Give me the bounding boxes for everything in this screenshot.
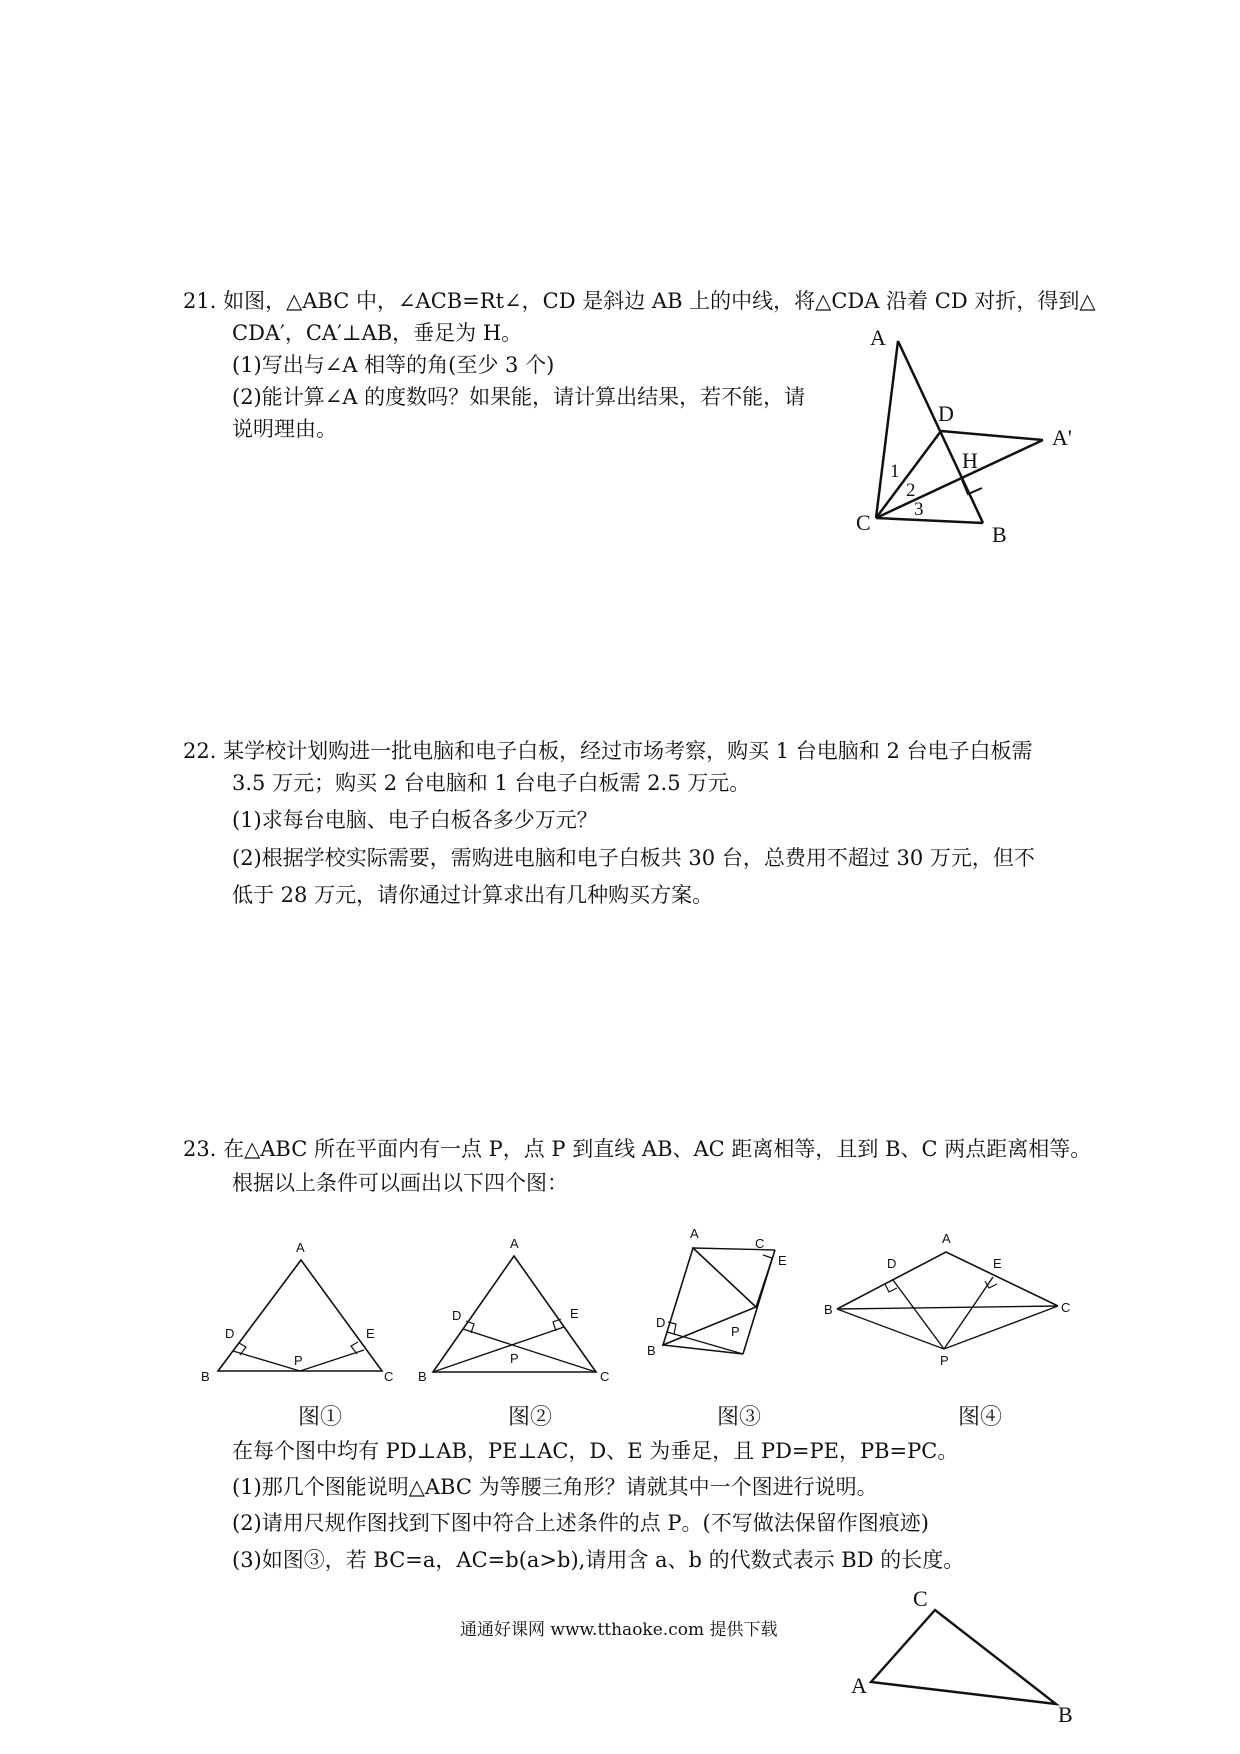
q23-line1: 23. 在△ABC 所在平面内有一点 P，点 P 到直线 AB、AC 距离相等，且到 B、C 两点距离相等。	[183, 1137, 1092, 1161]
fig3-label-p: P	[731, 1324, 740, 1339]
fig4-label-p: P	[940, 1353, 949, 1368]
q21-angle-1: 1	[890, 461, 900, 482]
q22-part1: (1)求每台电脑、电子白板各多少万元？	[232, 808, 598, 832]
fig1-label-p: P	[294, 1353, 303, 1368]
caption-fig1: 图①	[298, 1405, 343, 1430]
q22-line2: 3.5 万元；购买 2 台电脑和 1 台电子白板需 2.5 万元。	[232, 771, 751, 795]
fig1-label-e: E	[366, 1326, 375, 1341]
q23-figure-3	[647, 1226, 787, 1358]
fig3-label-e: E	[778, 1253, 787, 1268]
fig1-label-c: C	[384, 1369, 394, 1384]
caption-fig2: 图②	[508, 1405, 553, 1430]
q21-line2: CDA′，CA′⊥AB，垂足为 H。	[232, 321, 523, 345]
fig3-label-a: A	[690, 1226, 699, 1241]
q21-label-d: D	[938, 401, 954, 426]
fig4-label-d: D	[887, 1256, 897, 1271]
q21-label-a: A	[870, 325, 886, 350]
q21-label-c: C	[856, 510, 871, 535]
q23-figure-4	[824, 1231, 1070, 1368]
tri-label-a: A	[851, 1673, 867, 1698]
q23-figure-2	[418, 1236, 609, 1384]
footer-source: 通通好课网 www.tthaoke.com 提供下载	[460, 1620, 778, 1640]
fig3-label-b: B	[647, 1343, 656, 1358]
q22-part2b: 低于 28 万元，请你通过计算求出有几种购买方案。	[232, 883, 714, 907]
fig2-label-d: D	[452, 1308, 462, 1323]
fig1-label-d: D	[225, 1326, 235, 1341]
tri-label-c: C	[913, 1586, 928, 1611]
q23-figure-1	[201, 1240, 393, 1384]
q21-line1: 21. 如图，△ABC 中，∠ACB=Rt∠，CD 是斜边 AB 上的中线，将△CDA 沿着 CD 对折，得到△	[183, 289, 1096, 313]
q23-condition: 在每个图中均有 PD⊥AB，PE⊥AC，D、E 为垂足，且 PD=PE，PB=PC。	[232, 1439, 959, 1463]
q23-part3: (3)如图③，若 BC=a，AC=b(a>b),请用含 a、b 的代数式表示 BD 的长度。	[232, 1548, 965, 1572]
q21-part1: (1)写出与∠A 相等的角(至少 3 个)	[232, 353, 555, 377]
fig2-label-e: E	[570, 1306, 579, 1321]
q21-part2b: 说明理由。	[232, 417, 337, 441]
fig4-label-e: E	[993, 1256, 1002, 1271]
q23-part1: (1)那几个图能说明△ABC 为等腰三角形？请就其中一个图进行说明。	[232, 1475, 878, 1499]
q22-part2: (2)根据学校实际需要，需购进电脑和电子白板共 30 台，总费用不超过 30 万元，但不	[232, 846, 1035, 870]
fig3-label-d: D	[656, 1315, 666, 1330]
q21-label-a-prime: A'	[1052, 425, 1072, 450]
q23-construction-triangle	[851, 1586, 1073, 1727]
q21-label-h: H	[962, 448, 978, 473]
fig4-label-c: C	[1061, 1300, 1071, 1315]
fig2-label-c: C	[600, 1369, 610, 1384]
q23-line2: 根据以上条件可以画出以下四个图：	[232, 1171, 568, 1195]
q23-part2: (2)请用尺规作图找到下图中符合上述条件的点 P。(不写做法保留作图痕迹)	[232, 1511, 929, 1535]
q21-part2: (2)能计算∠A 的度数吗？如果能，请计算出结果，若不能，请	[232, 385, 806, 409]
q21-angle-2: 2	[906, 480, 916, 501]
fig1-label-a: A	[296, 1240, 305, 1255]
caption-fig4: 图④	[958, 1405, 1003, 1430]
fig4-label-a: A	[942, 1231, 951, 1246]
fig2-label-p: P	[510, 1351, 519, 1366]
tri-label-b: B	[1058, 1702, 1073, 1727]
fig3-label-c: C	[755, 1236, 765, 1251]
fig2-label-b: B	[418, 1369, 427, 1384]
fig1-label-b: B	[201, 1369, 210, 1384]
q22-line1: 22. 某学校计划购进一批电脑和电子白板，经过市场考察，购买 1 台电脑和 2 台电子白板需	[183, 739, 1033, 763]
caption-fig3: 图③	[717, 1405, 762, 1430]
fig2-label-a: A	[510, 1236, 519, 1251]
q21-angle-3: 3	[914, 499, 924, 520]
q21-label-b: B	[992, 522, 1007, 547]
fig4-label-b: B	[824, 1302, 833, 1317]
